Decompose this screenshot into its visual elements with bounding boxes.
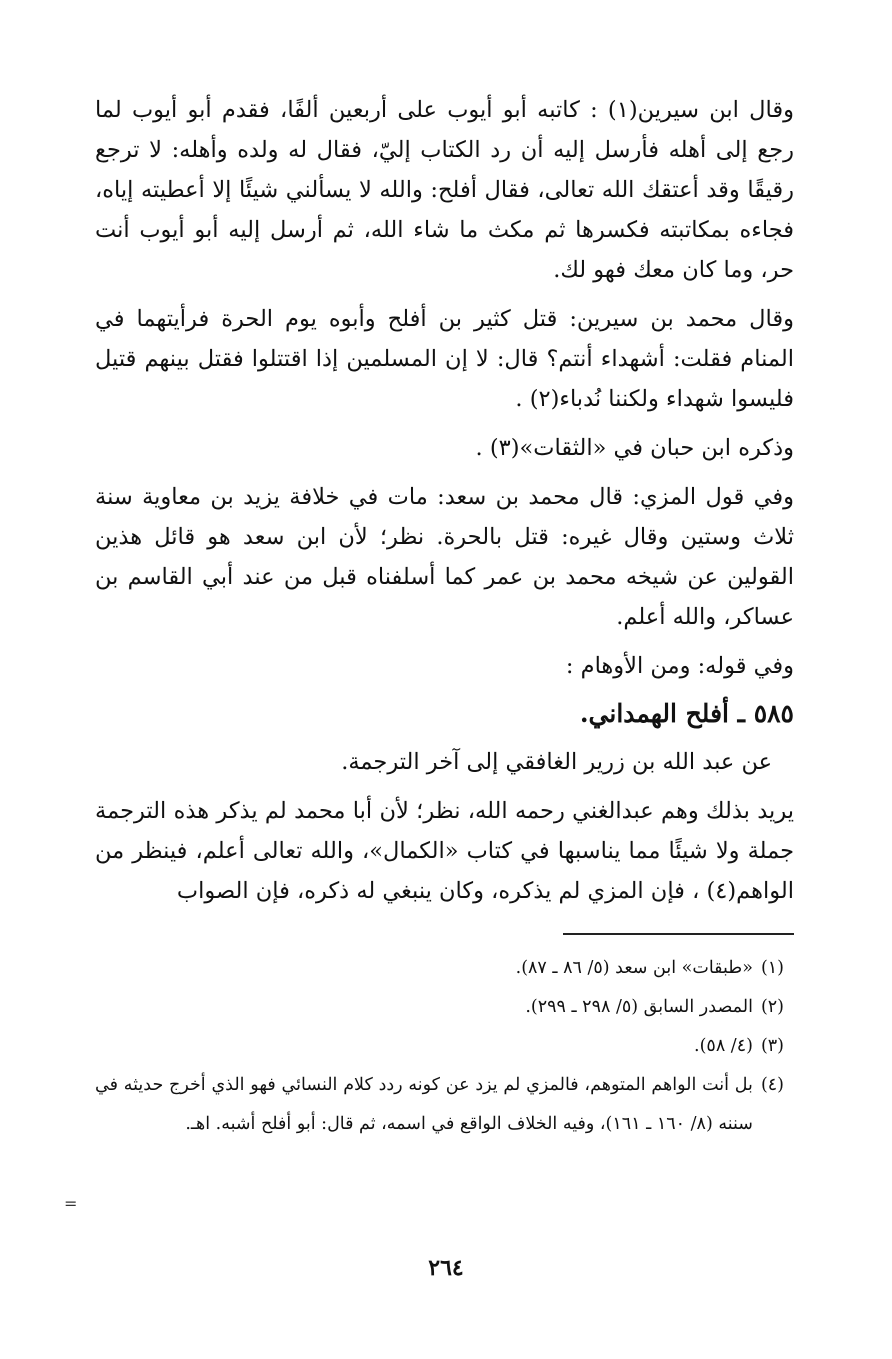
paragraph-kathir-ibn-aflah: وقال محمد بن سيرين: قتل كثير بن أفلح وأبوه يوم الحرة فرأيتهما في المنام فقلت: أشهداء أنتم؟ قال: لا إن المسلمين إذا اقتتلوا فقتل بينهم قتيل فليسوا شهداء ولكننا نُدباء(٢) . <box>95 306 794 412</box>
footnote-4 <box>95 1066 784 1144</box>
paragraph-ibn-hibban: وذكره ابن حبان في «الثقات»(٣) . <box>475 435 794 461</box>
footnote-text: «طبقات» ابن سعد (٥/ ٨٦ ـ ٨٧). <box>515 958 753 978</box>
footnote-number: (٤) <box>760 1075 784 1095</box>
footnote-3 <box>95 1027 784 1066</box>
footnotes <box>95 949 784 1144</box>
footnote-number: (٢) <box>760 997 784 1017</box>
page-number: ٢٦٤ <box>428 1255 464 1281</box>
entry-heading: ٥٨٥ ـ أفلح الهمداني. <box>579 699 794 728</box>
footnote-text: (٤/ ٥٨). <box>694 1036 753 1056</box>
paragraph-awham: وفي قوله: ومن الأوهام : <box>565 653 794 679</box>
paragraph-mizzi-statement: وفي قول المزي: قال محمد بن سعد: مات في خلافة يزيد بن معاوية سنة ثلاث وستين وقال غيره: قتل بالحرة. نظر؛ لأن ابن سعد هو قائل هذين القولين عن شيخه محمد بن عمر كما أسلفناه قبل من عند أبي القاسم بن عساكر، والله أعلم. <box>95 484 794 630</box>
footnote-number: (١) <box>760 958 784 978</box>
paragraph-abdulghani: يريد بذلك وهم عبدالغني رحمه الله، نظر؛ لأن أبا محمد لم يذكر هذه الترجمة جملة ولا شيئًا مما يناسبها في كتاب «الكمال»، والله تعالى أعلم، فينظر من الواهم(٤) ، فإن المزي لم يذكره، وكان ينبغي له ذكره، فإن الصواب <box>95 798 794 904</box>
entry-subheading: عن عبد الله بن زرير الغافقي إلى آخر الترجمة. <box>341 749 772 775</box>
footnote-number: (٣) <box>760 1036 784 1056</box>
paragraph-ibn-sirin-mukataba: وقال ابن سيرين(١) : كاتبه أبو أيوب على أربعين ألفًا، فقدم أبو أيوب لما رجع إلى أهله فأرسل إليه أن رد الكتاب إليّ، فقال له ولده وأهله: لا ترجع رقيقًا وقد أعتقك الله تعالى، فقال أفلح: والله لا يسألني شيئًا إلا أعطيته إياه، فجاءه بمكاتبته فكسرها ثم مكث ما شاء الله، ثم أرسل إليه أبو أيوب أنت حر، وما كان معك فهو لك. <box>95 97 795 283</box>
footnote-2 <box>95 988 784 1027</box>
footnote-1 <box>95 949 784 988</box>
footnote-text: بل أنت الواهم المتوهم، فالمزي لم يزد عن كونه ردد كلام النسائي فهو الذي أخرج حديثه في سننه (٨/ ١٦٠ ـ ١٦١)، وفيه الخلاف الواقع في اسمه، ثم قال: أبو أفلح أشبه. اهـ. <box>95 1075 753 1134</box>
continuation-mark: = <box>64 1194 78 1213</box>
footnote-divider <box>563 933 794 935</box>
main-text <box>95 90 794 911</box>
footnote-text: المصدر السابق (٥/ ٢٩٨ ـ ٢٩٩). <box>525 997 753 1017</box>
